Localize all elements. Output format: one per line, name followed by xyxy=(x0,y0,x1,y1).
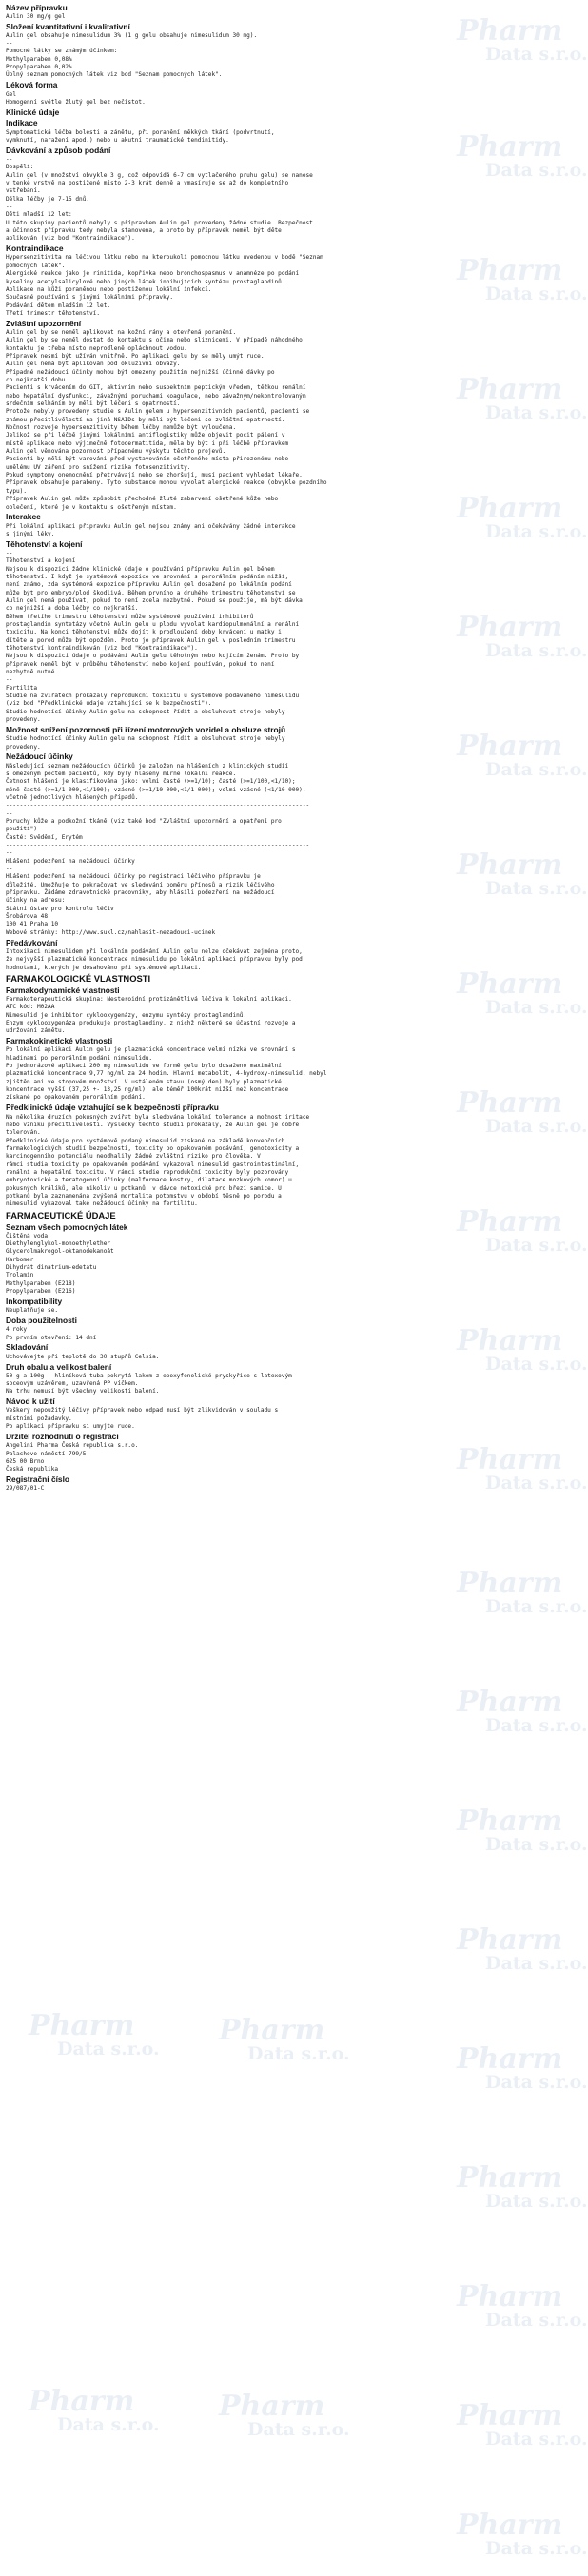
watermark-line2: Data s.r.o. xyxy=(485,160,588,181)
watermark-line1: Pharm xyxy=(457,1086,563,1120)
watermark-stamp xyxy=(219,2014,350,2064)
section-inkompatibility xyxy=(6,1297,565,1316)
section-davkovani-a-zpusob-podani xyxy=(6,146,565,244)
watermark-stamp xyxy=(219,2392,350,2439)
watermark-line2: Data s.r.o. xyxy=(485,2429,588,2449)
section-text: Po lokální aplikaci Aulin gelu je plazmatická koncentrace velmi nízká ve srovnání s hladinami po perorálním podání nimesulidu. Po jednorázové aplikaci 200 mg nimesulidu ve formě gelu bylo dosaženo maximální plazmatické koncentrace 9,77 ng/ml za 24 hodin. Hlavní metabolit, 4-hydroxy-nimesulid, nebyl zjištěn ani ve stopovém množství. V ustáleném stavu (osmý den) byly plazmatické koncentrace vyšší (37,25 +- 13,25 ng/ml), ale téměř 100krát nižší než koncentrace získané po opakovaném perorálním podání. xyxy=(6,1046,327,1102)
section-text: -- Těhotenství a kojení Nejsou k dispozici žádné klinické údaje o používání přípravku Aulin gel během těhotenství. I když je systémová expozice ve srovnání s perorálním podáním nižší, není známo, zda systémová expozice přípravku Aulin gel dosažená po lokálním podání může být pro embryo/plod škodlivá. Během prvního a druhého trimestru těhotenství se Aulin gel nemá používat, pokud to není zcela nezbytné. Pokud se použije, má být dávka co nejnižší a doba léčby co nejkratší. Během třetího trimestru těhotenství může systémové používání inhibitorů prostaglandin syntetázy včetně Aulin gelu u plodu vyvolat kardiopulmonální a renální toxicitu. Na konci těhotenství může dojít k prodloužení doby krvácení u matky i dítěte a porod může být opožděn. Proto je přípravek Aulin gel v posledním trimestru těhotenství kontraindikován (viz bod "Kontraindikace"). Nejsou k dispozici údaje o podávání Aulin gelu těhotným nebo kojícím ženám. Proto by přípravek neměl být v průběhu těhotenství nebo kojení používán, pokud to není nezbytně nutné. -- Fertilita Studie na zvířatech prokázaly reprodukční toxicitu u systémově podávaného nimesulidu (viz bod "Předklinické údaje vztahující se k bezpečnosti"). Studie hodnotící účinky Aulin gelu na schopnost řídit a obsluhovat stroje nebyly provedeny. xyxy=(6,549,303,724)
watermark-line1: Pharm xyxy=(457,1923,563,1957)
section-text: Hypersenzitivita na léčivou látku nebo na kteroukoli pomocnou látku uvedenou v bodě "Seznam pomocných látek". Alergické reakce jako je rinitida, kopřivka nebo bronchospasmus v anamnéze po podání kyseliny acetylsalicylové nebo jiných látek inhibujících syntézu prostaglandinů. Aplikace na kůži poraněnou nebo postiženou lokální infekcí. Současné používání s jinými lokálními přípravky. Podávání dětem mladším 12 let. Třetí trimestr těhotenství. xyxy=(6,254,323,317)
section-text: Farmakoterapeutická skupina: Nesteroidní protizánětlivá léčiva k lokální aplikaci. ATC kód: M02AA Nimesulid je inhibitor cyklooxygenázy, enzymu syntézy prostaglandinů. Enzym cyklooxygenáza produkuje prostaglandiny, z nichž některé se účastní rozvoje a udržování zánětu. xyxy=(6,996,296,1035)
watermark-stamp xyxy=(457,2042,588,2093)
section-text: Uchovávejte při teplotě do 30 stupňů Celsia. xyxy=(6,1353,160,1360)
section-heading: Název přípravku xyxy=(6,2,68,12)
section-skladovani xyxy=(6,1342,565,1361)
section-heading: Kontraindikace xyxy=(6,244,64,254)
section-klinicke-udaje xyxy=(6,107,565,118)
watermark-line1: Pharm xyxy=(457,2399,563,2432)
watermark-line1: Pharm xyxy=(457,849,563,882)
watermark-line1: Pharm xyxy=(457,1686,563,1719)
section-text: Aulin 30 mg/g gel xyxy=(6,12,66,20)
watermark-stamp xyxy=(457,2161,588,2212)
watermark-line1: Pharm xyxy=(29,2385,135,2418)
watermark-line2: Data s.r.o. xyxy=(485,402,588,423)
watermark-line2: Data s.r.o. xyxy=(485,759,588,780)
section-registracni-cislo xyxy=(6,1474,565,1493)
watermark-line2: Data s.r.o. xyxy=(485,2310,588,2331)
section-heading: Držitel rozhodnutí o registraci xyxy=(6,1431,119,1441)
watermark-line1: Pharm xyxy=(457,130,563,164)
section-text: -- Dospělí: Aulin gel (v množství obvykle 3 g, což odpovídá 6-7 cm vytlačeného pruhu gelu) se nanese v tenké vrstvě na postižené místo 2-3 krát denně a vmasíruje se až do kompletního vstřebání. Délka léčby je 7-15 dnů. -- Děti mladší 12 let: U této skupiny pacientů nebyly s přípravkem Aulin gel provedeny žádné studie. Bezpečnost a účinnost přípravku tedy nebyla stanovena, a proto by přípravek neměl být děte aplikován (viz bod "Kontraindikace"). xyxy=(6,156,313,243)
section-heading: Návod k užití xyxy=(6,1396,55,1407)
watermark-line1: Pharm xyxy=(457,1324,563,1357)
section-text: 29/087/01-C xyxy=(6,1485,45,1493)
section-text: Aulin gel obsahuje nimesulidum 3% (1 g gelu obsahuje nimesulidum 30 mg). -- Pomocné látky se známým účinkem: Methylparaben 0,08% Propylparaben 0,02% Úplný seznam pomocných látek viz bod "Seznam pomocných látek". xyxy=(6,31,258,79)
section-heading: FARMACEUTICKÉ ÚDAJE xyxy=(6,1209,116,1220)
watermark-line2: Data s.r.o. xyxy=(485,283,588,304)
section-navod-k-uziti xyxy=(6,1396,565,1431)
section-farmakodynamicke-vlastnosti xyxy=(6,986,565,1036)
section-heading: Farmakodynamické vlastnosti xyxy=(6,985,120,995)
watermark-line1: Pharm xyxy=(219,2390,325,2423)
watermark-stamp xyxy=(457,2280,588,2331)
section-text: Studie hodnotící účinky Aulin gelu na schopnost řídit a obsluhovat stroje nebyly provedeny. xyxy=(6,735,285,751)
section-heading: Těhotenství a kojení xyxy=(6,538,83,549)
section-text: Veškerý nepoužitý léčivý přípravek nebo odpad musí být zlikvidován v souladu s místními požadavky. Po aplikaci přípravku si umyjte ruce. xyxy=(6,1407,279,1431)
section-heading: Interakce xyxy=(6,512,41,522)
section-heading: Složení kvantitativní i kvalitativní xyxy=(6,21,130,31)
section-heading: Dávkování a způsob podání xyxy=(6,145,111,155)
section-heading: FARMAKOLOGICKÉ VLASTNOSTI xyxy=(6,972,151,984)
watermark-line2: Data s.r.o. xyxy=(485,1354,588,1375)
watermark-line2: Data s.r.o. xyxy=(485,2538,588,2559)
watermark-stamp xyxy=(29,2009,160,2059)
section-nazev-pripravku xyxy=(6,3,565,22)
watermark-line1: Pharm xyxy=(457,14,563,48)
section-farmakologicke-vlastnosti xyxy=(6,973,565,985)
watermark-line2: Data s.r.o. xyxy=(485,2191,588,2212)
watermark-line1: Pharm xyxy=(457,967,563,1001)
section-moznost-snizeni-pozornosti-pri-rizeni-mo xyxy=(6,725,565,751)
watermark-line2: Data s.r.o. xyxy=(247,2419,350,2440)
section-text: Symptomatická léčba bolesti a zánětu, při poranění měkkých tkání (podvrtnutí, vymknutí, naražení apod.) nebo u akutní traumatické tendinitidy. xyxy=(6,128,275,144)
section-zvlastni-upozorneni xyxy=(6,319,565,512)
watermark-line1: Pharm xyxy=(457,2508,563,2542)
section-heading: Léková forma xyxy=(6,80,58,90)
section-text: Aulin gel by se neměl aplikovat na kožní rány a otevřená poranění. Aulin gel by se neměl dostat do kontaktu s očima nebo sliznicemi. V případě náhodného kontaktu je třeba místo neprodleně opláchnout vodou. Přípravek nesmí být užíván vnitřně. Po aplikaci gelu by se měly umýt ruce. Aulin gel nemá být aplikován pod okluzivní obvazy. Případné nežádoucí účinky mohou být omezeny použitím nejnižší účinné dávky po co nejkratší dobu. Pacienti s krvácením do GIT, aktivním nebo suspektním peptickým vředem, těžkou renální nebo hepatální dysfunkcí, závažnými poruchami koagulace, nebo závažným/nekontrolovaným srdečním selháním by měli být léčeni s opatrností. Protože nebyly provedeny studie s Aulin gelem u hypersenzitivních pacientů, pacienti se známou přecitlivělostí na jiná NSAIDs by měli být léčeni se zvláštní opatrností. Nočnost rozvoje hypersenzitivity během léčby nemůže být vyloučena. Jelikož se při léčbě jinými lokálními antiflogistiky může objevit pocit pálení v místě aplikace nebo výjimečně fotodermatitida, měla by být i při léčbě přípravkem Aulin gel věnována pozornost případnému výskytu těchto projevů. Pacienti by měli být varováni před vystavováním ošetřeného místa přirozenému nebo umělému UV záření pro snížení rizika fotosenzitivity. Pokud symptomy onemocnění přetrvávají nebo se zhoršují, musí pacient vyhledat lékaře. Přípravek obsahuje parabeny. Tyto substance mohou vyvolat alergické reakce (obvykle pozdního typu). Přípravek Aulin gel může způsobit přechodné žluté zabarvení ošetřené kůže nebo oblečení, které je v kontaktu s ošetřeným místem. xyxy=(6,328,327,511)
section-slozeni-kvantitativni-i-kvalitativni xyxy=(6,22,565,80)
section-text: Na několika druzích pokusných zvířat byla sledována lokální tolerance a možnost iritace nebo vzniku přecitlivělosti. Výsledky těchto studií prokázaly, že Aulin gel je dobře tolerován. Předklinické údaje pro systémově podaný nimesulid získané na základě konvenčních farmakologických studií bezpečnosti, toxicity po opakovaném podávání, genotoxicity a karcinogenního potenciálu neodhalily žádné zvláštní riziko pro člověka. V rámci studia toxicity po opakovaném podávání vykazoval nimesulid gastrointestinální, renální a hepatální toxicitu. V rámci studie reprodukční toxicity byly pozorovány embryotoxické a teratogenní účinky (malformace kostry, dilatace mozkových komor) u pokusných králíků, ale nikoliv u potkanů, v dávce netoxické pro březí samice. U potkanů byla zaznamenána zvýšená mortalita potomstvu v období těsně po porodu a nimesulid vykazoval také nežádoucí účinky na fertilitu. xyxy=(6,1113,310,1208)
watermark-line1: Pharm xyxy=(457,1205,563,1239)
watermark-line2: Data s.r.o. xyxy=(485,997,588,1018)
watermark-stamp xyxy=(29,2385,160,2435)
watermark-line2: Data s.r.o. xyxy=(485,1596,588,1617)
watermark-line1: Pharm xyxy=(457,611,563,644)
watermark-line2: Data s.r.o. xyxy=(57,2414,160,2435)
watermark-line2: Data s.r.o. xyxy=(485,1116,588,1137)
section-tehotenstvi-a-kojeni xyxy=(6,539,565,725)
section-heading: Druh obalu a velikost balení xyxy=(6,1361,112,1372)
section-heading: Registrační číslo xyxy=(6,1474,70,1485)
watermark-line2: Data s.r.o. xyxy=(247,2043,350,2064)
section-heading: Předklinické údaje vztahující se k bezpečnosti přípravku xyxy=(6,1103,219,1113)
section-druh-obalu-a-velikost-baleni xyxy=(6,1362,565,1396)
watermark-line1: Pharm xyxy=(457,1567,563,1600)
watermark-line2: Data s.r.o. xyxy=(485,44,588,65)
watermark-line2: Data s.r.o. xyxy=(485,1953,588,1974)
section-predklinicke-udaje-vztahujici-se-k-bezpe xyxy=(6,1103,565,1208)
section-heading: Farmakokinetické vlastnosti xyxy=(6,1036,113,1046)
section-heading: Předávkování xyxy=(6,937,58,947)
watermark-line1: Pharm xyxy=(457,492,563,525)
watermark-stamp xyxy=(457,1807,588,1854)
watermark-line2: Data s.r.o. xyxy=(485,1834,588,1855)
watermark-line1: Pharm xyxy=(29,2009,135,2042)
watermark-line1: Pharm xyxy=(457,1443,563,1476)
section-heading: Seznam všech pomocných látek xyxy=(6,1221,128,1232)
watermark-line1: Pharm xyxy=(219,2014,325,2047)
section-farmakokineticke-vlastnosti xyxy=(6,1036,565,1103)
watermark-stamp xyxy=(457,2508,588,2559)
section-heading: Skladování xyxy=(6,1342,49,1353)
section-text: Intoxikaci nimesulidem při lokálním podávání Aulin gelu nelze očekávat zejména proto, že nejvyšší plazmatické koncentrace nimesulidu po lokální aplikaci přípravku byly pod hodnotami, kterých je dosahováno při systémové aplikaci. xyxy=(6,947,303,971)
watermark-line2: Data s.r.o. xyxy=(485,878,588,899)
section-interakce xyxy=(6,512,565,538)
section-heading: Klinické údaje xyxy=(6,107,60,117)
watermark-line2: Data s.r.o. xyxy=(57,2039,160,2059)
section-seznam-vsech-pomocnych-latek xyxy=(6,1222,565,1297)
section-text: Angelini Pharma Česká republika s.r.o. Palachovo náměstí 799/5 625 00 Brno Česká republika xyxy=(6,1442,139,1473)
watermark-line1: Pharm xyxy=(457,1805,563,1838)
section-text: 50 g a 100g - hliníková tuba pokrytá lakem z epoxyfenolické pryskyřice s latexovým soceovým uzávěrem, uzavřená PP víčkem. Na trhu nemusí být všechny velikosti balení. xyxy=(6,1372,292,1395)
section-lekova-forma xyxy=(6,80,565,107)
section-kontraindikace xyxy=(6,244,565,318)
section-text: Čištěná voda Diethylenglykol-monoethylether Glycerolmakrogol-oktanodekanoát Karbomer Dihydrát dinatrium-edetátu Trolamin Methylparaben (E218) Propylparaben (E216) xyxy=(6,1232,114,1296)
section-heading: Inkompatibility xyxy=(6,1297,63,1307)
watermark-line1: Pharm xyxy=(457,2161,563,2195)
watermark-line2: Data s.r.o. xyxy=(485,1715,588,1736)
section-text: Při lokální aplikaci přípravku Aulin gel nejsou známy ani očekávány žádné interakce s jinými léky. xyxy=(6,522,296,537)
section-heading: Možnost snížení pozornosti při řízení motorových vozidel a obsluze strojů xyxy=(6,725,286,734)
watermark-line2: Data s.r.o. xyxy=(485,521,588,542)
section-nezadouci-ucinky xyxy=(6,751,565,937)
section-indikace xyxy=(6,118,565,145)
watermark-line2: Data s.r.o. xyxy=(485,2072,588,2093)
watermark-stamp xyxy=(457,1923,588,1974)
section-heading: Doba použitelnosti xyxy=(6,1316,77,1326)
section-text: Následující seznam nežádoucích účinků je založen na hlášeních z klinických studií s omezeným počtem pacientů, kdy byly hlášeny mírné lokální reakce. Četnost hlášení je klasifikována jako: velmi časté (>=1/10); časté (>=1/100,<1/10); méně časté (>=1/1 000,<1/100); vzácné (>=1/10 000,<1/1 000); velmi vzácné (<1/10 000), včetně jednotlivých hlášených případů. --------------------------------------------------------------------------------------- -- Poruchy kůže a podkožní tkáně (viz také bod "Zvláštní upozornění a opatření pro použití") Časté: Svědění, Erytém --------------------------------------------------------------------------------------- -- Hlášení podezření na nežádoucí účinky -- Hlášení podezření na nežádoucí účinky po registraci léčivého přípravku je důležité. Umožňuje to pokračovat ve sledování poměru přínosů a rizik léčivého přípravku. Žádáme zdravotnické pracovníky, aby hlásili podezření na nežádoucí účinky na adresu: Státní ústav pro kontrolu léčiv Šrobárova 48 100 41 Praha 10 Webové stránky: http://www.sukl.cz/nahlasit-nezadouci-ucinek xyxy=(6,762,310,936)
section-text: Neuplatňuje se. xyxy=(6,1307,59,1315)
watermark-line1: Pharm xyxy=(457,2042,563,2076)
watermark-stamp xyxy=(457,1688,588,1735)
watermark-line2: Data s.r.o. xyxy=(485,640,588,661)
section-text: 4 roky Po prvním otevření: 14 dní xyxy=(6,1326,97,1341)
section-text: Gel Homogenní světle žlutý gel bez nečistot. xyxy=(6,90,146,106)
watermark-line1: Pharm xyxy=(457,2280,563,2313)
section-predavkovani xyxy=(6,938,565,972)
watermark-line1: Pharm xyxy=(457,373,563,406)
watermark-line2: Data s.r.o. xyxy=(485,1235,588,1256)
watermark-line2: Data s.r.o. xyxy=(485,1473,588,1493)
watermark-stamp xyxy=(457,1567,588,1617)
section-heading: Zvláštní upozornění xyxy=(6,318,82,328)
watermark-line1: Pharm xyxy=(457,254,563,287)
watermark-stamp xyxy=(457,2399,588,2449)
section-heading: Nežádoucí účinky xyxy=(6,751,73,762)
watermark-line1: Pharm xyxy=(457,730,563,763)
section-heading: Indikace xyxy=(6,118,38,128)
section-doba-pouzitelnosti xyxy=(6,1316,565,1342)
section-drzitel-rozhodnuti-o-registraci xyxy=(6,1432,565,1474)
section-farmaceuticke-udaje xyxy=(6,1210,565,1221)
